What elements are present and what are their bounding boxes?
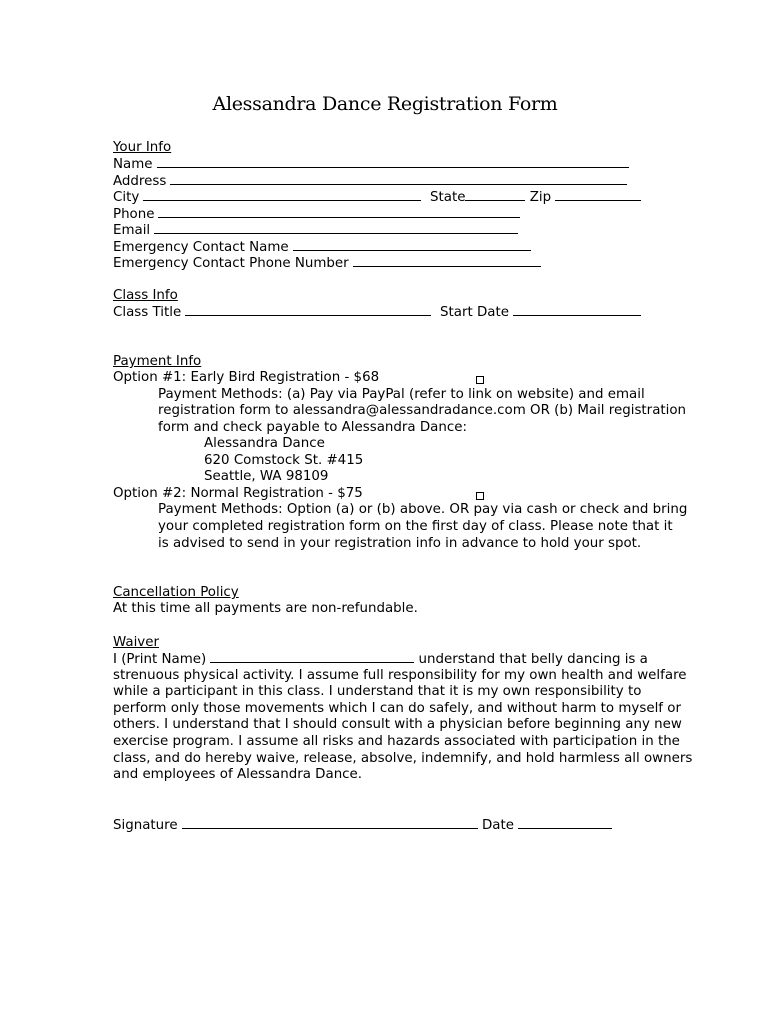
class-title-row bbox=[113, 303, 431, 320]
option1-checkbox[interactable] bbox=[476, 376, 484, 384]
emergency-name-field[interactable] bbox=[293, 238, 531, 251]
city-row bbox=[113, 188, 421, 205]
waiver-line: exercise program. I assume all risks and hazards associated with participation in the bbox=[113, 734, 680, 749]
date-field[interactable] bbox=[518, 816, 612, 829]
print-name-label: I (Print Name) bbox=[113, 652, 207, 667]
address-field[interactable] bbox=[170, 172, 627, 185]
city-field[interactable] bbox=[143, 188, 421, 201]
waiver-line: perform only those movements which I can do safely, and without harm to myself or bbox=[113, 701, 681, 716]
address-row bbox=[113, 172, 627, 189]
print-name-field[interactable] bbox=[210, 650, 414, 663]
option1-line: form and check payable to Alessandra Dance: bbox=[158, 420, 467, 435]
email-field[interactable] bbox=[154, 221, 518, 234]
phone-field[interactable] bbox=[158, 205, 520, 218]
waiver-first-line bbox=[113, 650, 648, 667]
start-date-label: Start Date bbox=[440, 305, 509, 320]
mailing-address-line: Alessandra Dance bbox=[204, 436, 325, 451]
signature-field[interactable] bbox=[182, 816, 478, 829]
emergency-name-row bbox=[113, 238, 531, 255]
state-label: State bbox=[430, 190, 466, 205]
email-label: Email bbox=[113, 223, 151, 238]
date-label: Date bbox=[482, 818, 515, 833]
state-field[interactable] bbox=[465, 188, 525, 201]
waiver-line: others. I understand that I should consult with a physician before beginning any new bbox=[113, 717, 682, 732]
emergency-phone-label: Emergency Contact Phone Number bbox=[113, 256, 349, 271]
class-info-heading: Class Info bbox=[113, 288, 178, 303]
signature-label: Signature bbox=[113, 818, 178, 833]
emergency-phone-row bbox=[113, 254, 541, 271]
state-group bbox=[430, 188, 641, 205]
option2-line: your completed registration form on the first day of class. Please note that it bbox=[158, 519, 673, 534]
name-field[interactable] bbox=[157, 155, 629, 168]
emergency-phone-field[interactable] bbox=[353, 254, 541, 267]
waiver-first-suffix: understand that belly dancing is a bbox=[418, 652, 648, 667]
signature-row bbox=[113, 816, 478, 833]
name-label: Name bbox=[113, 157, 153, 172]
option1-line: registration form to alessandra@alessandradance.com OR (b) Mail registration bbox=[158, 403, 687, 418]
payment-info-heading: Payment Info bbox=[113, 354, 202, 369]
waiver-line: class, and do hereby waive, release, absolve, indemnify, and hold harmless all owners bbox=[113, 751, 693, 766]
city-label: City bbox=[113, 190, 140, 205]
email-row bbox=[113, 221, 518, 238]
address-label: Address bbox=[113, 174, 167, 189]
class-title-field[interactable] bbox=[185, 303, 431, 316]
cancellation-text: At this time all payments are non-refundable. bbox=[113, 601, 418, 616]
waiver-line: and employees of Alessandra Dance. bbox=[113, 767, 363, 782]
option2-label: Option #2: Normal Registration - $75 bbox=[113, 486, 363, 501]
emergency-name-label: Emergency Contact Name bbox=[113, 240, 289, 255]
phone-label: Phone bbox=[113, 207, 155, 222]
name-row bbox=[113, 155, 629, 172]
cancellation-heading: Cancellation Policy bbox=[113, 585, 239, 600]
phone-row bbox=[113, 205, 520, 222]
start-date-row bbox=[440, 303, 641, 320]
date-row bbox=[482, 816, 612, 833]
start-date-field[interactable] bbox=[513, 303, 641, 316]
option2-checkbox[interactable] bbox=[476, 492, 484, 500]
waiver-line: strenuous physical activity. I assume full responsibility for my own health and welfare bbox=[113, 668, 687, 683]
waiver-heading: Waiver bbox=[113, 635, 159, 650]
zip-field[interactable] bbox=[555, 188, 641, 201]
class-title-label: Class Title bbox=[113, 305, 182, 320]
option1-line: Payment Methods: (a) Pay via PayPal (refer to link on website) and email bbox=[158, 387, 645, 402]
option1-label: Option #1: Early Bird Registration - $68 bbox=[113, 370, 380, 385]
mailing-address-line: Seattle, WA 98109 bbox=[204, 469, 329, 484]
mailing-address-line: 620 Comstock St. #415 bbox=[204, 453, 364, 468]
option2-line: Payment Methods: Option (a) or (b) above. OR pay via cash or check and bring bbox=[158, 502, 688, 517]
waiver-line: while a participant in this class. I understand that it is my own responsibility to bbox=[113, 684, 642, 699]
your-info-heading: Your Info bbox=[113, 140, 172, 155]
form-title: Alessandra Dance Registration Form bbox=[212, 93, 558, 115]
option2-line: is advised to send in your registration info in advance to hold your spot. bbox=[158, 536, 642, 551]
zip-label: Zip bbox=[529, 190, 552, 205]
